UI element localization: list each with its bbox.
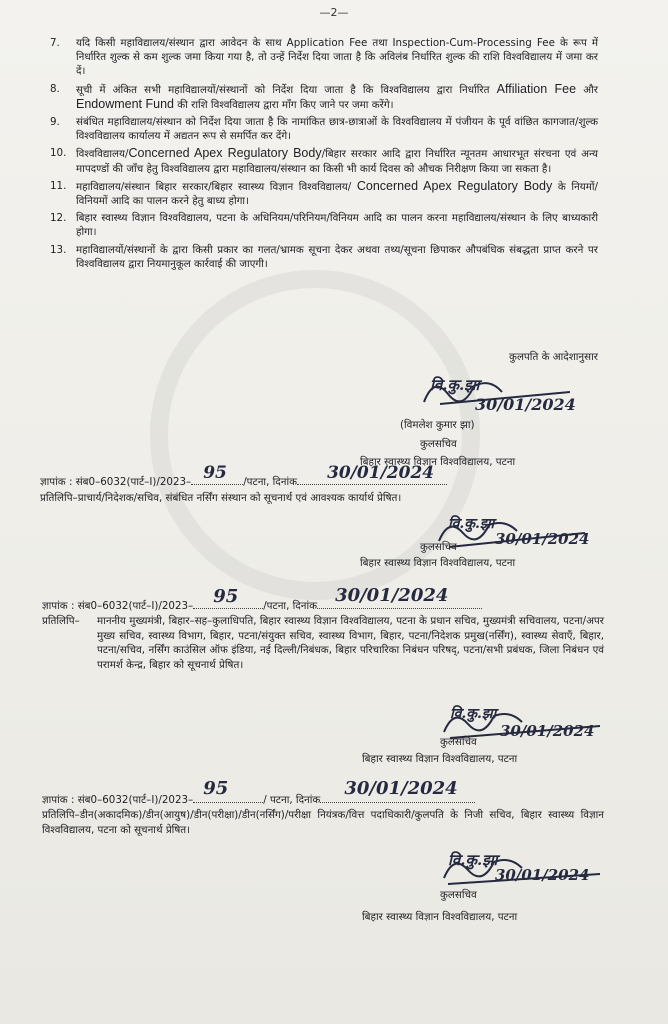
clause-list: [50, 36, 598, 274]
signature-date: 30/01/2024: [475, 395, 576, 414]
order-line: कुलपति के आदेशानुसार: [509, 351, 598, 363]
signatory-designation: कुलसचिव: [420, 438, 457, 450]
document-page: —2— 7. यदि किसी महाविद्यालय/संस्थान द्वारा आवेदन के साथ Application Fee तथा Inspection-Cum-Processing Fee के रूप में निर्धारित शुल्क से कम शुल्क जमा किया गया है, तो उन्हें निर्देश दिया जाता है कि अविलंब निर्धारित शुल्क की राशि विश्वविद्यालय में जमा कर दें। 8. सूची में अंकित सभी महाविद्यालयों/संस्थानों को निर्देश दिया जाता है कि विश्वविद्यालय द्वारा निर्धारित Affiliation Fee और Endowment Fund की राशि विश्वविद्यालय द्वारा माँग किए जाने पर जमा करेंगे। 9. संबंधित महाविद्यालय/संस्थान को निर्देश दिया जाता है कि नामांकित छात्र-छात्राओं के विश्वविद्यालय में पंजीयन के पूर्व वांछित कागजात/शुल्क विश्वविद्यालय कार्यालय में अद्यतन रूप से समर्पित कर देंगे। 10. विश्वविद्यालय/Concerned Apex Regulatory Body/बिहार सरकार आदि द्वारा निर्धारित न्यूनतम आधारभूत संरचना एवं अन्य मापदण्डों की जाँच हेतु विश्वविद्यालय द्वारा महाविद्यालय/संस्थान का किसी भी कार्य दिवस को औचक निरीक्षण किया जा सकता है। 11. महाविद्यालय/संस्थान बिहार सरकार/बिहार स्वास्थ्य विज्ञान विश्वविद्यालय/ Concerned Apex Regulatory Body के नियमों/विनियमों आदि का पालन करने हेतु बाध्य होगा। 12. बिहार स्वास्थ्य विज्ञान विश्वविद्यालय, पटना के अधिनियम/परिनियम/विनियम आदि का पालन करना महाविद्यालय/संस्थान के लिए बाध्यकारी होगा। 13. महाविद्यालयों/संस्थानों के द्वारा किसी प्रकार का गलत/भ्रामक सूचना देकर अथवा तथ्य/सूचना छिपाकर औपबंधिक संबद्धता प्राप्त करने पर विश्वविद्यालय द्वारा नियमानुकूल कार्रवाई की जाएगी। कुलपति के आदेशानुसार वि.कु.झा 30/01/2024 (विमलेश कुमार झा) कुलसचिव बिहार स्वास्थ्य विज्ञान विश्वविद्यालय, पटना ज्ञापांक : संब0–6032(पार्ट–I)/2023– 95 /पटना, दिनांक 30/01/2024 प्रतिलिपि–प्राचार्य/निदेशक/सचिव, संबंधित नर्सिंग संस्थान को सूचनार्थ एवं आवश्यक कार्यार्थ प्रेषित। वि.कु.झा 30/01/2024 कुलसचिव बिहार स्वास्थ्य विज्ञान विश्वविद्यालय, पटना ज्ञापांक : संब0–6032(पार्ट–I)/2023– 95 /पटना, दिनांक 30/01/2024 प्रतिलिपि– माननीय मुख्यमंत्री, बिहार–सह–कुलाधिपति, बिहार स्वास्थ्य विज्ञान विश्वविद्यालय, पटना के प्रधान सचिव, मुख्यमंत्री सचिवालय, पटना/अपर मुख्य सचिव, स्वास्थ्य विभाग, बिहार, पटना/संयुक्त सचिव, स्वास्थ्य विभाग, बिहार, पटना/निदेशक प्रमुख(नर्सिंग), स्वास्थ्य सेवाएँ, बिहार, पटना/सचिव, नर्सिंग काउंसिल ऑफ इंडिया, नई दिल्ली/निबंधक, बिहार परिचारिका निबंधन परिषद्, पटना/सभी प्रबंधक, जिला निबंधन एवं परामर्श केन्द्र, बिहार को सूचनार्थ प्रेषित। वि.कु.झा 30/01/2024 कुलसचिव बिहार स्वास्थ्य विज्ञान विश्वविद्यालय, पटना ज्ञापांक : संब0–6032(पार्ट–I)/2023– 95 / पटना, दिनांक 30/01/2024 प्रतिलिपि–डीन(अकादमिक)/डीन(आयुष)/डीन(परीक्षा)/डीन(नर्सिंग)/परीक्षा नियंत्रक/वित्त पदाधिकारी/कुलपति के निजी सचिव, बिहार स्वास्थ्य विज्ञान विश्वविद्यालय, पटना को सूचनार्थ प्रेषित। वि.कु.झा 30/01/2024 कुलसचिव बिहार स्वास्थ्य विज्ञान विश्वविद्यालय, पटना: [0, 0, 668, 1024]
memo-3-copy: प्रतिलिपि–डीन(अकादमिक)/डीन(आयुष)/डीन(परीक्षा)/डीन(नर्सिंग)/परीक्षा नियंत्रक/वित्त पदाधिकारी/कुलपति के निजी सचिव, बिहार स्वास्थ्य विज्ञान विश्वविद्यालय, पटना को सूचनार्थ प्रेषित।: [42, 809, 604, 836]
clause-9: 9. संबंधित महाविद्यालय/संस्थान को निर्देश दिया जाता है कि नामांकित छात्र-छात्राओं के विश्वविद्यालय में पंजीयन के पूर्व वांछित कागजात/शुल्क विश्वविद्यालय कार्यालय में अद्यतन रूप से समर्पित कर देंगे।: [50, 116, 598, 143]
page-number: —2—: [319, 6, 349, 19]
memo-2-sign-org: बिहार स्वास्थ्य विज्ञान विश्वविद्यालय, पटना: [362, 753, 518, 765]
signatory-name: (विमलेश कुमार झा): [400, 419, 475, 431]
memo-1-copy: प्रतिलिपि–प्राचार्य/निदेशक/सचिव, संबंधित नर्सिंग संस्थान को सूचनार्थ एवं आवश्यक कार्यार्थ प्रेषित।: [40, 492, 402, 504]
clause-8: 8. सूची में अंकित सभी महाविद्यालयों/संस्थानों को निर्देश दिया जाता है कि विश्वविद्यालय द्वारा निर्धारित Affiliation Fee और Endowment Fund की राशि विश्वविद्यालय द्वारा माँग किए जाने पर जमा करेंगे।: [50, 81, 598, 111]
memo-2-line: ज्ञापांक : संब0–6032(पार्ट–I)/2023– 95 /पटना, दिनांक 30/01/2024: [42, 598, 482, 613]
memo-3-sign-org: बिहार स्वास्थ्य विज्ञान विश्वविद्यालय, पटना: [362, 911, 518, 923]
clause-10: 10. विश्वविद्यालय/Concerned Apex Regulatory Body/बिहार सरकार आदि द्वारा निर्धारित न्यूनतम आधारभूत संरचना एवं अन्य मापदण्डों की जाँच हेतु विश्वविद्यालय द्वारा महाविद्यालय/संस्थान का किसी भी कार्य दिवस को औचक निरीक्षण किया जा सकता है।: [50, 146, 599, 175]
memo-1-sign-org: बिहार स्वास्थ्य विज्ञान विश्वविद्यालय, पटना: [360, 557, 516, 569]
clause-7: 7. यदि किसी महाविद्यालय/संस्थान द्वारा आवेदन के साथ Application Fee तथा Inspection-Cum-Processing Fee के रूप में निर्धारित शुल्क से कम शुल्क जमा किया गया है, तो उन्हें निर्देश दिया जाता है कि अविलंब निर्धारित शुल्क की राशि विश्वविद्यालय में जमा कर दें।: [50, 37, 598, 78]
memo-2-sign-label: कुलसचिव: [440, 736, 477, 748]
clause-12: 12. बिहार स्वास्थ्य विज्ञान विश्वविद्यालय, पटना के अधिनियम/परिनियम/विनियम आदि का पालन करना महाविद्यालय/संस्थान के लिए बाध्यकारी होगा।: [50, 212, 598, 239]
clause-13: 13. महाविद्यालयों/संस्थानों के द्वारा किसी प्रकार का गलत/भ्रामक सूचना देकर अथवा तथ्य/सूचना छिपाकर औपबंधिक संबद्धता प्राप्त करने पर विश्वविद्यालय द्वारा नियमानुकूल कार्रवाई की जाएगी।: [50, 243, 598, 270]
memo-3-sign-label: कुलसचिव: [440, 889, 477, 901]
signature-initials: वि.कु.झा: [430, 376, 480, 394]
clause-11: 11. महाविद्यालय/संस्थान बिहार सरकार/बिहार स्वास्थ्य विज्ञान विश्वविद्यालय/ Concerned Apex Regulatory Body के नियमों/विनियमों आदि का पालन करने हेतु बाध्य होगा।: [50, 178, 599, 208]
signatory-org: बिहार स्वास्थ्य विज्ञान विश्वविद्यालय, पटना: [360, 456, 516, 468]
memo-1-line: ज्ञापांक : संब0–6032(पार्ट–I)/2023– 95 /पटना, दिनांक 30/01/2024: [40, 474, 447, 489]
memo-3-line: ज्ञापांक : संब0–6032(पार्ट–I)/2023– 95 / पटना, दिनांक 30/01/2024: [42, 792, 475, 807]
memo-2-copy: प्रतिलिपि– माननीय मुख्यमंत्री, बिहार–सह–कुलाधिपति, बिहार स्वास्थ्य विज्ञान विश्वविद्यालय, पटना के प्रधान सचिव, मुख्यमंत्री सचिवालय, पटना/अपर मुख्य सचिव, स्वास्थ्य विभाग, बिहार, पटना/संयुक्त सचिव, स्वास्थ्य विभाग, बिहार, पटना/निदेशक प्रमुख(नर्सिंग), स्वास्थ्य सेवाएँ, बिहार, पटना/सचिव, नर्सिंग काउंसिल ऑफ इंडिया, नई दिल्ली/निबंधक, बिहार परिचारिका निबंधन परिषद्, पटना/सभी प्रबंधक, जिला निबंधन एवं परामर्श केन्द्र, बिहार को सूचनार्थ प्रेषित।: [42, 615, 604, 671]
memo-1-sign-label: कुलसचिव: [420, 541, 457, 553]
